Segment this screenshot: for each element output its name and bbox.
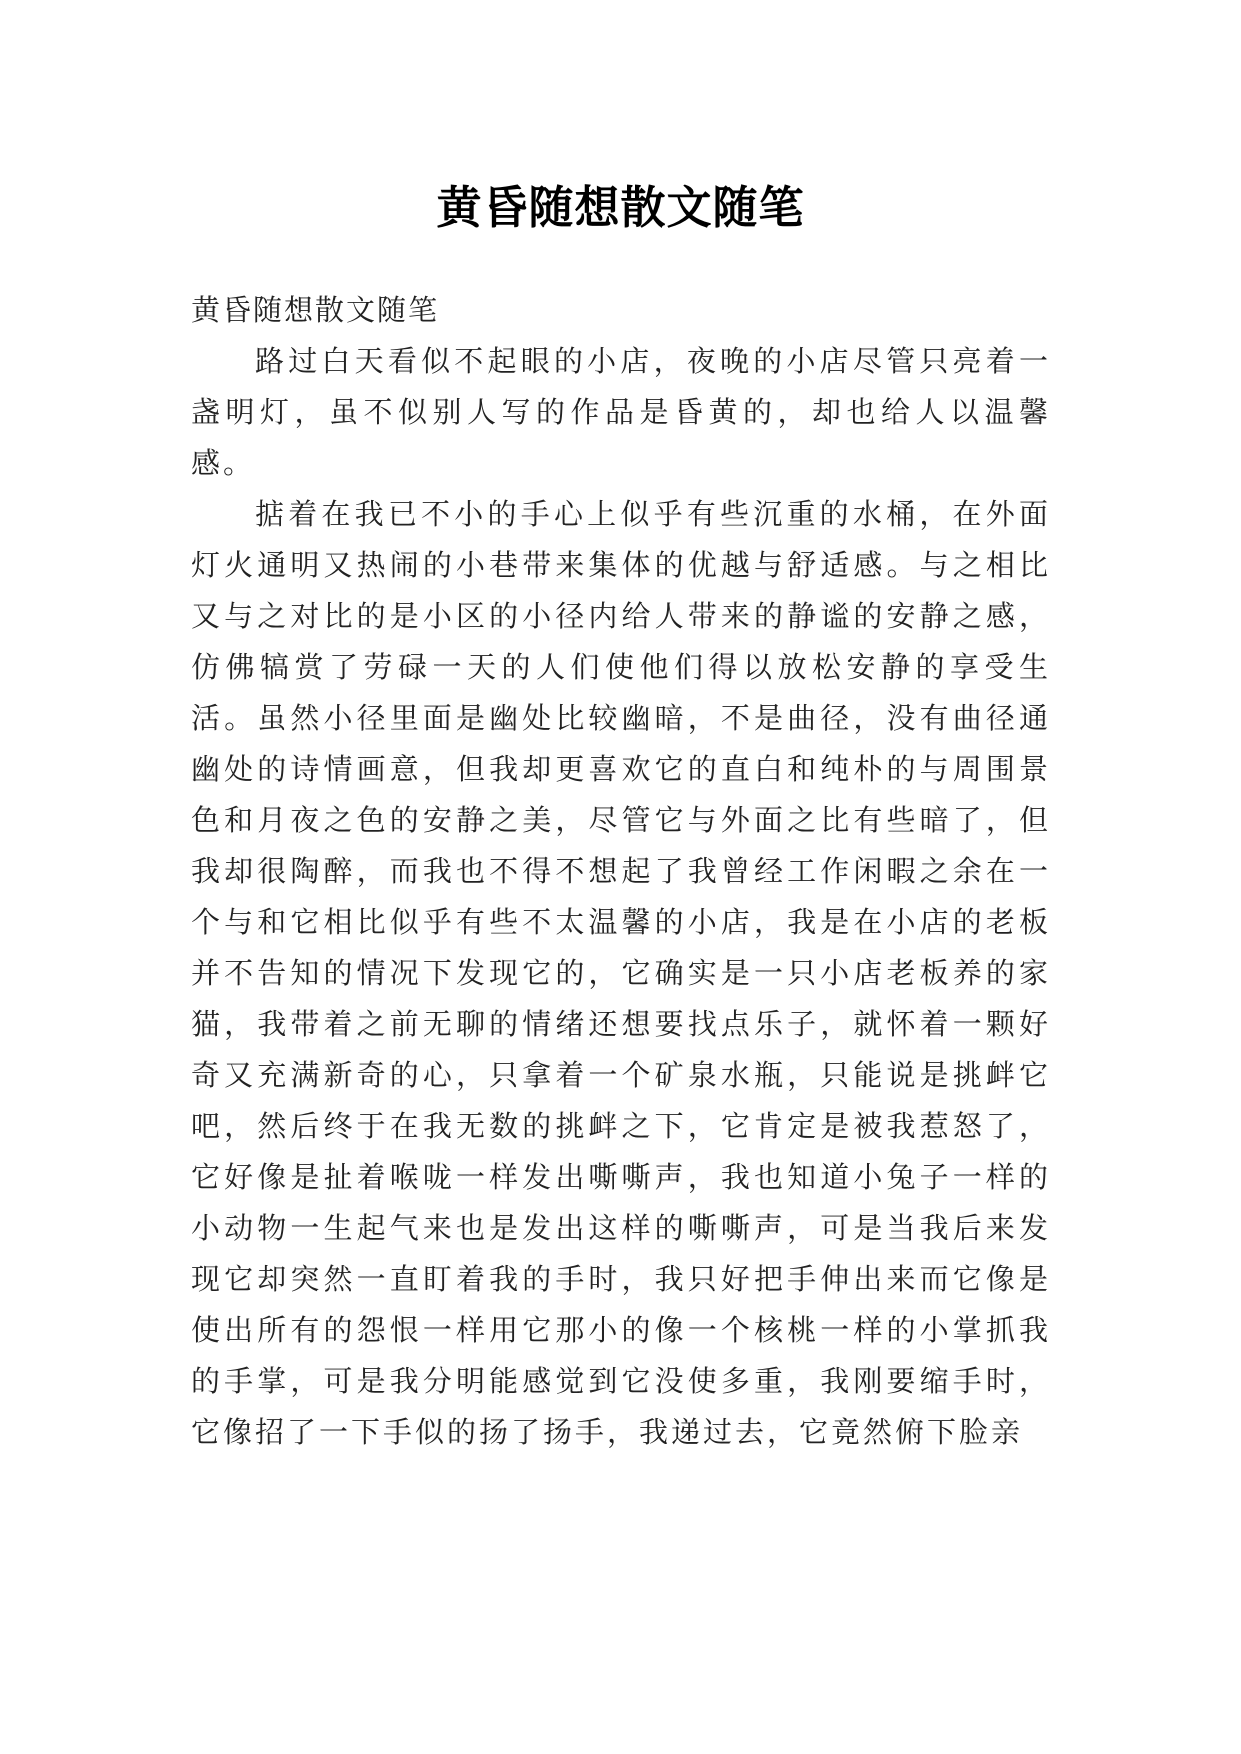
document-subtitle: 黄昏随想散文随笔	[191, 293, 440, 327]
paragraph-1: 路过白天看似不起眼的小店，夜晚的小店尽管只亮着一盏明灯，虽不似别人写的作品是昏黄的，却也给人以温馨感。	[191, 344, 1051, 480]
paragraph-2: 掂着在我已不小的手心上似乎有些沉重的水桶，在外面灯火通明又热闹的小巷带来集体的优越与舒适感。与之相比又与之对比的是小区的小径内给人带来的静谧的安静之感，仿佛犒赏了劳碌一天的人们使他们得以放松安静的享受生活。虽然小径里面是幽处比较幽暗，不是曲径，没有曲径通幽处的诗情画意，但我却更喜欢它的直白和纯朴的与周围景色和月夜之色的安静之美，尽管它与外面之比有些暗了，但我却很陶醉，而我也不得不想起了我曾经工作闲暇之余在一个与和它相比似乎有些不太温馨的小店，我是在小店的老板并不告知的情况下发现它的，它确实是一只小店老板养的家猫，我带着之前无聊的情绪还想要找点乐子，就怀着一颗好奇又充满新奇的心，只拿着一个矿泉水瓶，只能说是挑衅它吧，然后终于在我无数的挑衅之下，它肯定是被我惹怒了，它好像是扯着喉咙一样发出嘶嘶声，我也知道小兔子一样的小动物一生起气来也是发出这样的嘶嘶声，可是当我后来发现它却突然一直盯着我的手时，我只好把手伸出来而它像是使出所有的怨恨一样用它那小的像一个核桃一样的小掌抓我的手掌，可是我分明能感觉到它没使多重，我刚要缩手时，它像招了一下手似的扬了扬手，我递过去，它竟然俯下脸亲	[191, 497, 1051, 1449]
document-body	[191, 285, 1051, 1458]
document-title: 黄昏随想散文随笔	[436, 181, 805, 235]
